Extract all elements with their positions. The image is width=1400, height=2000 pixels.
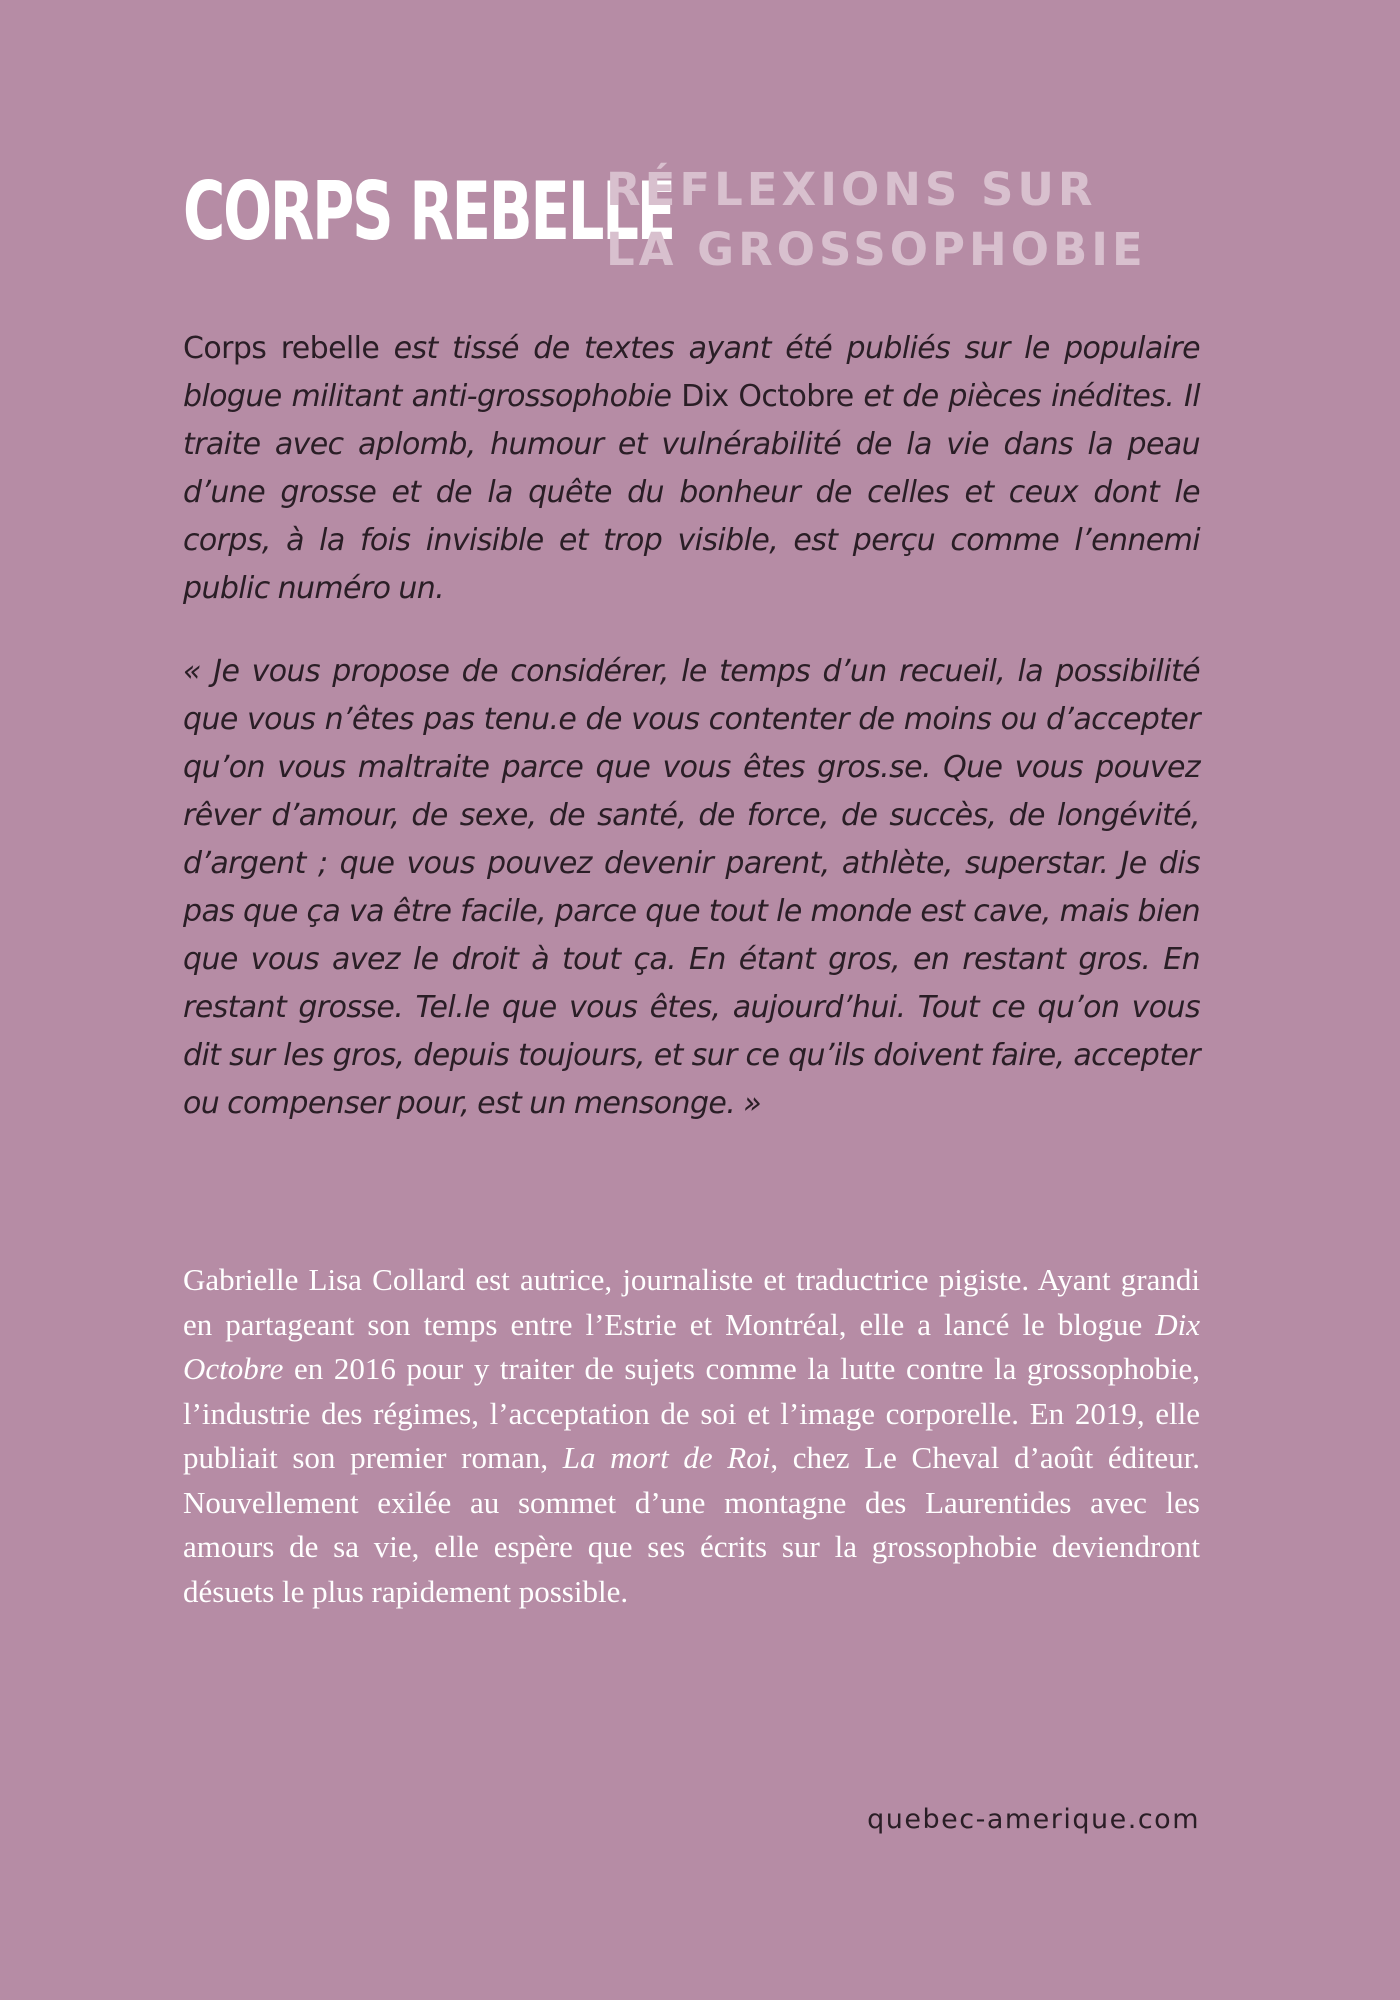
book-title: CORPS REBELLE bbox=[183, 165, 674, 258]
bio-blog-name: Dix Octobre bbox=[183, 1306, 1200, 1386]
book-subtitle bbox=[606, 160, 1166, 280]
bio-text-2: en 2016 pour y traiter de sujets comme la lutte contre la grossophobie, l’industrie des régimes, l’acceptation de soi et l’image corporelle. En 2019, elle publiait son premier roman, bbox=[183, 1351, 1200, 1475]
subtitle-line-2: LA GROSSOPHOBIE bbox=[606, 223, 1147, 276]
blurb-blog-name: Dix Octobre bbox=[681, 379, 854, 414]
subtitle-line-1: RÉFLEXIONS SUR bbox=[606, 163, 1097, 216]
publisher-website: quebec-amerique.com bbox=[867, 1804, 1200, 1835]
blurb-text-2: et de pièces inédites. Il traite avec aplomb, humour et vulnérabilité de la vie dans la peau d’une grosse et de la quête du bonheur de celles et ceux dont le corps, à la fois invisible et trop visible, est perçu comme l’ennemi public numéro un. bbox=[183, 379, 1201, 606]
author-quote: « Je vous propose de considérer, le temps d’un recueil, la possibilité que vous n’êtes pas tenu.e de vous contenter de moins ou d’accepter qu’on vous maltraite parce que vous êtes gros.se. Que vous pouvez rêver d’amour, de sexe, de santé, de force, de succès, de longévité, d’argent ; que vous pouvez devenir parent, athlète, superstar. Je dis pas que ça va être facile, parce que tout le monde est cave, mais bien que vous avez le droit à tout ça. En étant gros, en restant gros. En restant grosse. Tel.le que vous êtes, aujourd’hui. Tout ce qu’on vous dit sur les gros, depuis toujours, et sur ce qu’ils doivent faire, accepter ou compenser pour, est un mensonge. » bbox=[183, 654, 1200, 1121]
bio-text-1: Gabrielle Lisa Collard est autrice, journaliste et traductrice pigiste. Ayant grandi en partageant son temps entre l’Estrie et Montréal, elle a lancé le blogue bbox=[183, 1262, 1200, 1342]
bio-text-3: , chez Le Cheval d’août éditeur. Nouvellement exilée au sommet d’une montagne des Laurentides avec les amours de sa vie, elle espère que ses écrits sur la grossophobie deviendront désuets le plus rapidement possible. bbox=[183, 1440, 1200, 1609]
bio-novel-title: La mort de Roi bbox=[562, 1440, 771, 1475]
book-description bbox=[183, 325, 1200, 613]
blurb-text-1: est tissé de textes ayant été publiés sur le populaire blogue militant anti-grossophobie bbox=[183, 331, 1201, 414]
author-bio bbox=[183, 1258, 1200, 1614]
blurb-book-title: Corps rebelle bbox=[183, 331, 380, 366]
